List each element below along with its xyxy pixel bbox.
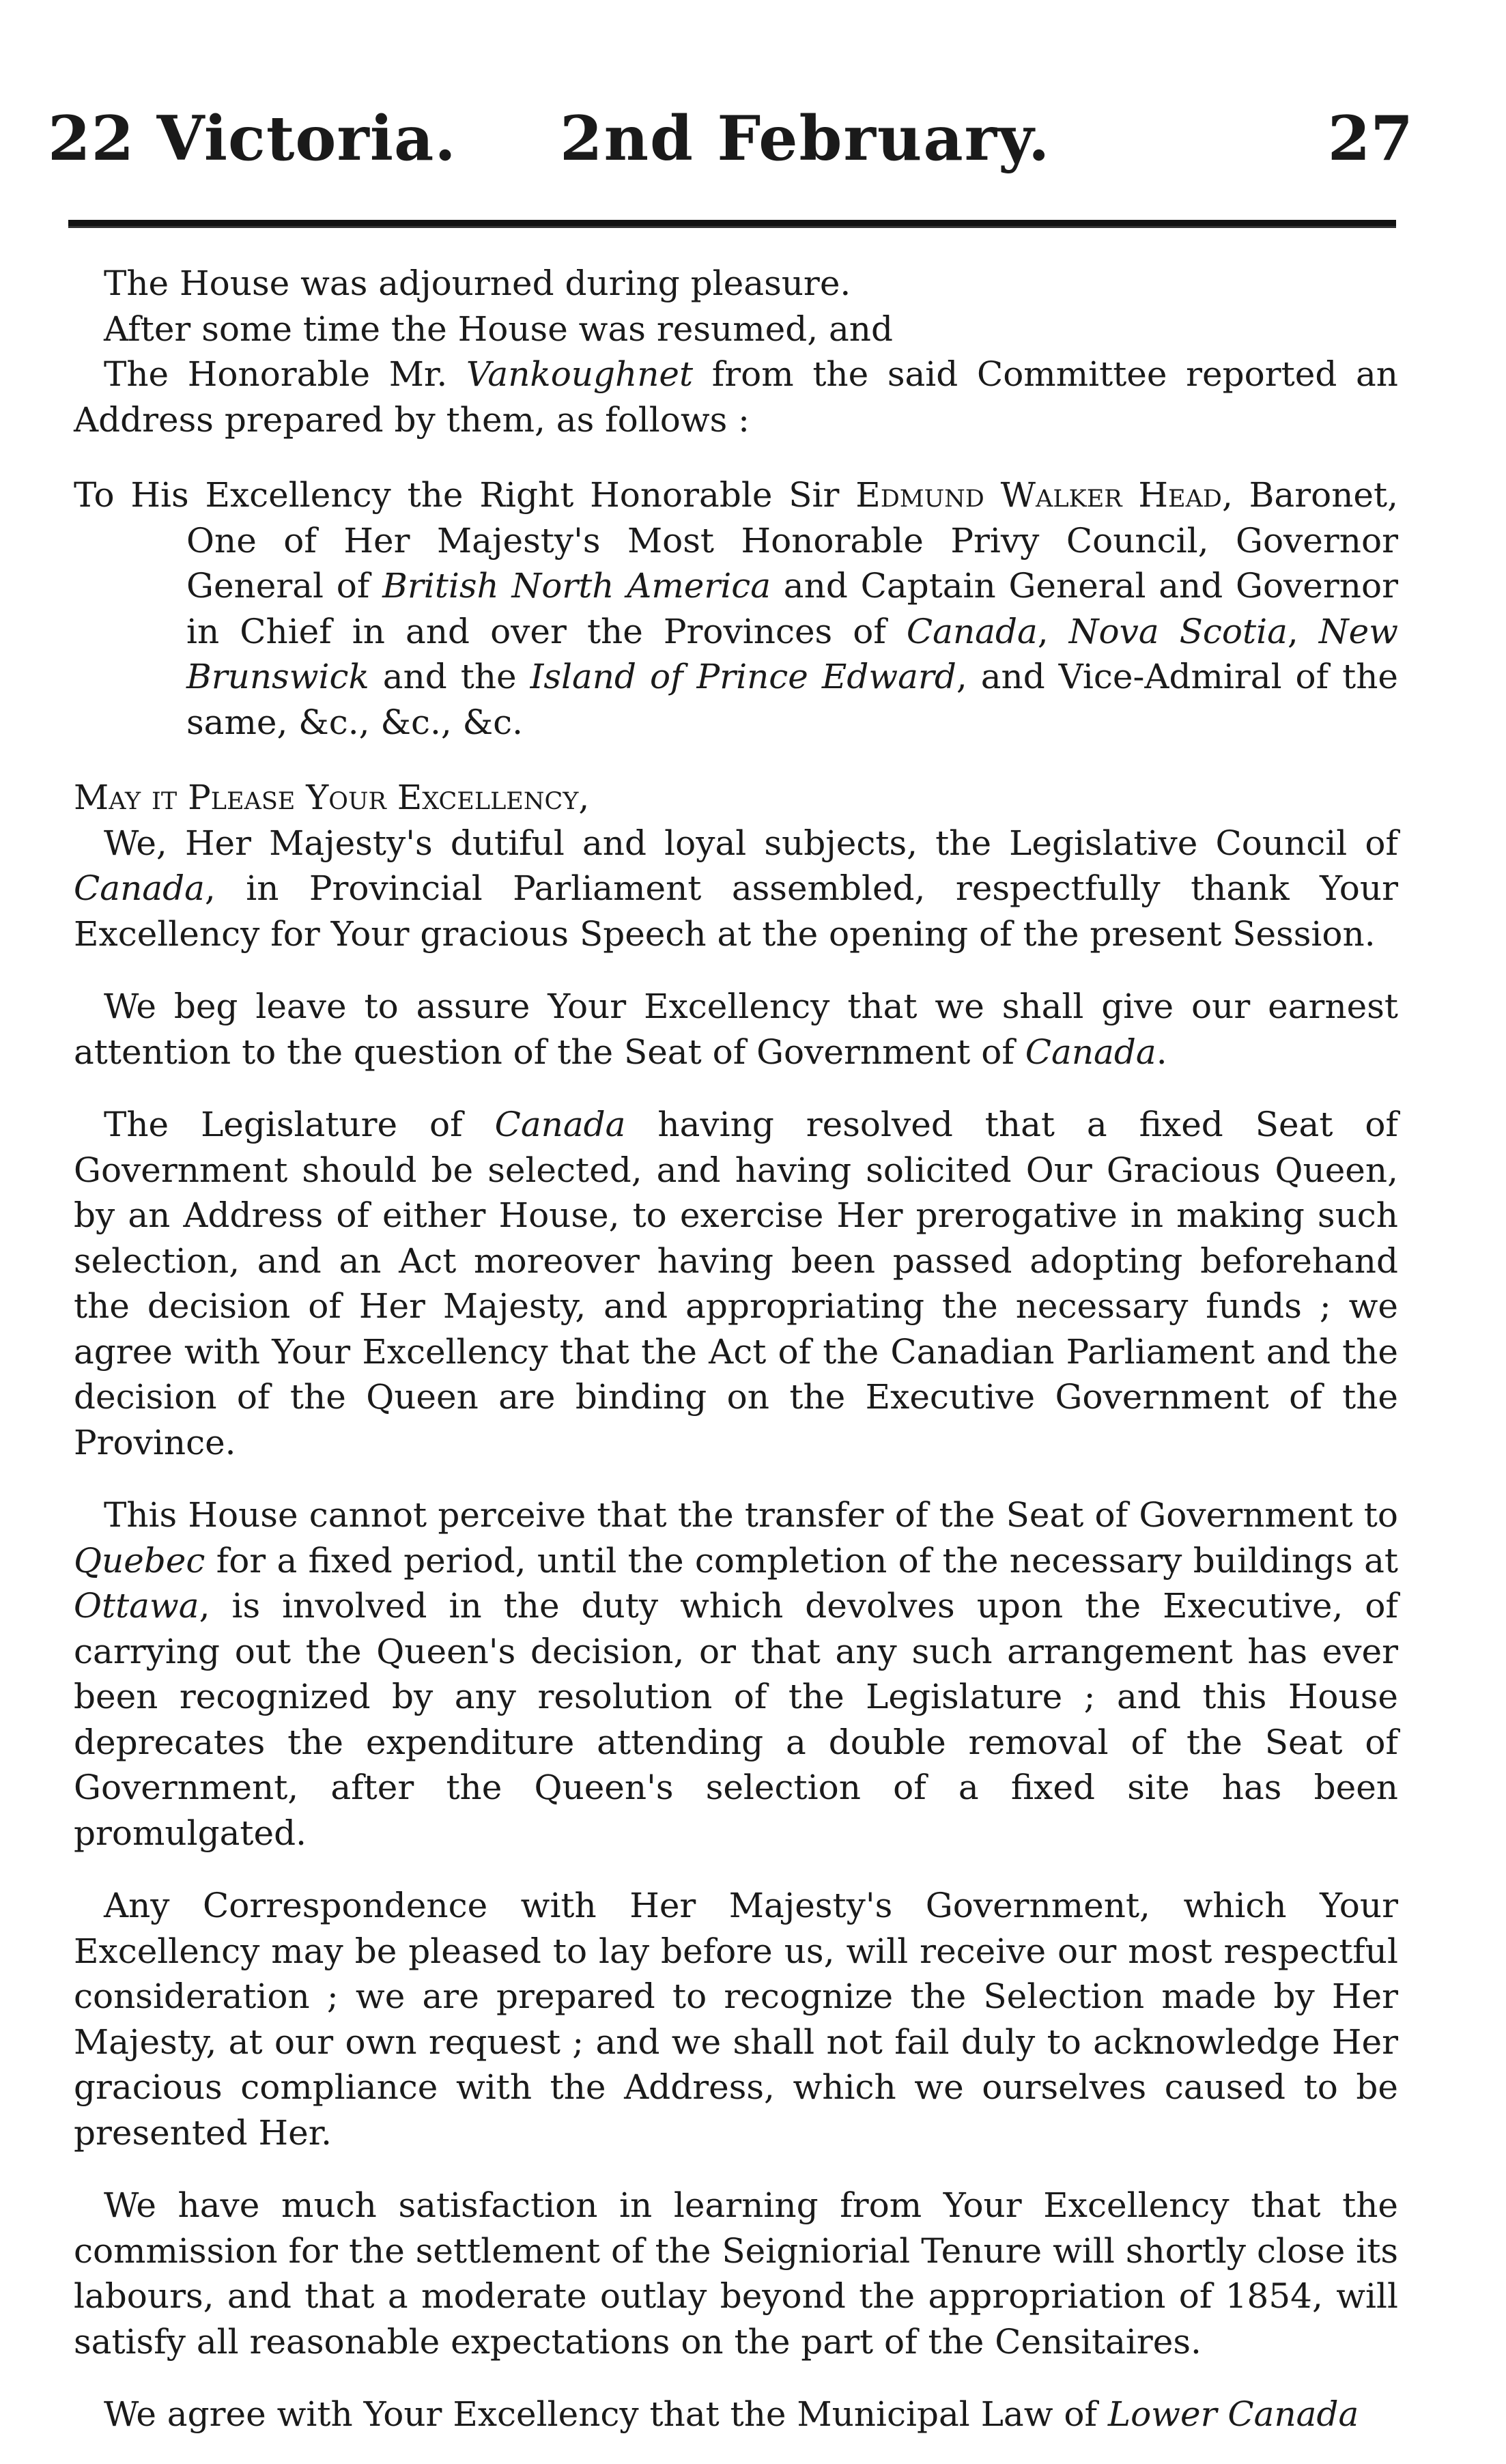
paragraph-seat-attention: We beg leave to assure Your Excellency that we shall give our earnest attention to the question of the Seat of Government of Canada. <box>74 987 1398 1072</box>
header-rule <box>68 220 1396 228</box>
paragraph-legislature: The Legislature of Canada having resolved that a fixed Seat of Government should be selected, and having solicited Our Gracious Queen, by an Address of either House, to exercise Her prerogative in making such selection, and an Act moreover having been passed adopting beforehand the decision of Her Majesty, and appropriating the necessary funds ; we agree with Your Excellency that the Act of the Canadian Parliament and the decision of the Queen are binding on the Executive Government of the Province. <box>74 1105 1398 1462</box>
salutation: May it Please Your Excellency, <box>74 778 590 817</box>
paragraph-correspondence: Any Correspondence with Her Majesty's Government, which Your Excellency may be pleased to lay before us, will receive our most respectful consideration ; we are prepared to recognize the Selection made by Her Majesty, at our own request ; and we shall not fail duly to acknowledge Her gracious compliance with the Address, which we ourselves caused to be presented Her. <box>74 1886 1398 2153</box>
running-header <box>48 102 1413 178</box>
paragraph-seigniorial: We have much satisfaction in learning from Your Excellency that the commission for the settlement of the Seigniorial Tenure will shortly close its labours, and that a moderate outlay beyond the appropriation of 1854, will satisfy all reasonable expectations on the part of the Censitaires. <box>74 2185 1398 2362</box>
paragraph-municipal: We agree with Your Excellency that the Municipal Law of Lower Canada <box>104 2394 1359 2434</box>
paragraph-transfer: This House cannot perceive that the transfer of the Seat of Government to Quebec for a fixed period, until the completion of the necessary buildings at Ottawa, is involved in the duty which devolves upon the Executive, of carrying out the Queen's decision, or that any such arrangement has ever been recognized by any resolution of the Legislature ; and this House deprecates the expenditure attending a double removal of the Seat of Government, after the Queen's selection of a fixed site has been promulgated. <box>74 1495 1398 1853</box>
paragraph-resumed: After some time the House was resumed, and <box>104 309 894 349</box>
header-date: 2nd February. <box>560 102 1051 175</box>
paragraph-thanks: We, Her Majesty's dutiful and loyal subjects, the Legislative Council of Canada, in Provincial Parliament assembled, respectfully thank Your Excellency for Your gracious Speech at the opening of the present Session. <box>74 823 1398 954</box>
paragraph-report: The Honorable Mr. Vankoughnet from the said Committee reported an Address prepared by them, as follows : <box>74 354 1398 440</box>
address-heading: To His Excellency the Right Honorable Sir Edmund Walker Head, Baronet, One of Her Majesty's Most Honorable Privy Council, Governor General of British North America and Captain General and Governor in Chief in and over the Provinces of Canada, Nova Scotia, New Brunswick and the Island of Prince Edward, and Vice-Admiral of the same, &c., &c., &c. <box>74 475 1399 742</box>
header-regnal-year: 22 Victoria. <box>48 102 457 175</box>
page-number: 27 <box>1327 102 1413 175</box>
page-body <box>74 261 1398 2437</box>
paragraph-adjourned: The House was adjourned during pleasure. <box>104 264 851 303</box>
